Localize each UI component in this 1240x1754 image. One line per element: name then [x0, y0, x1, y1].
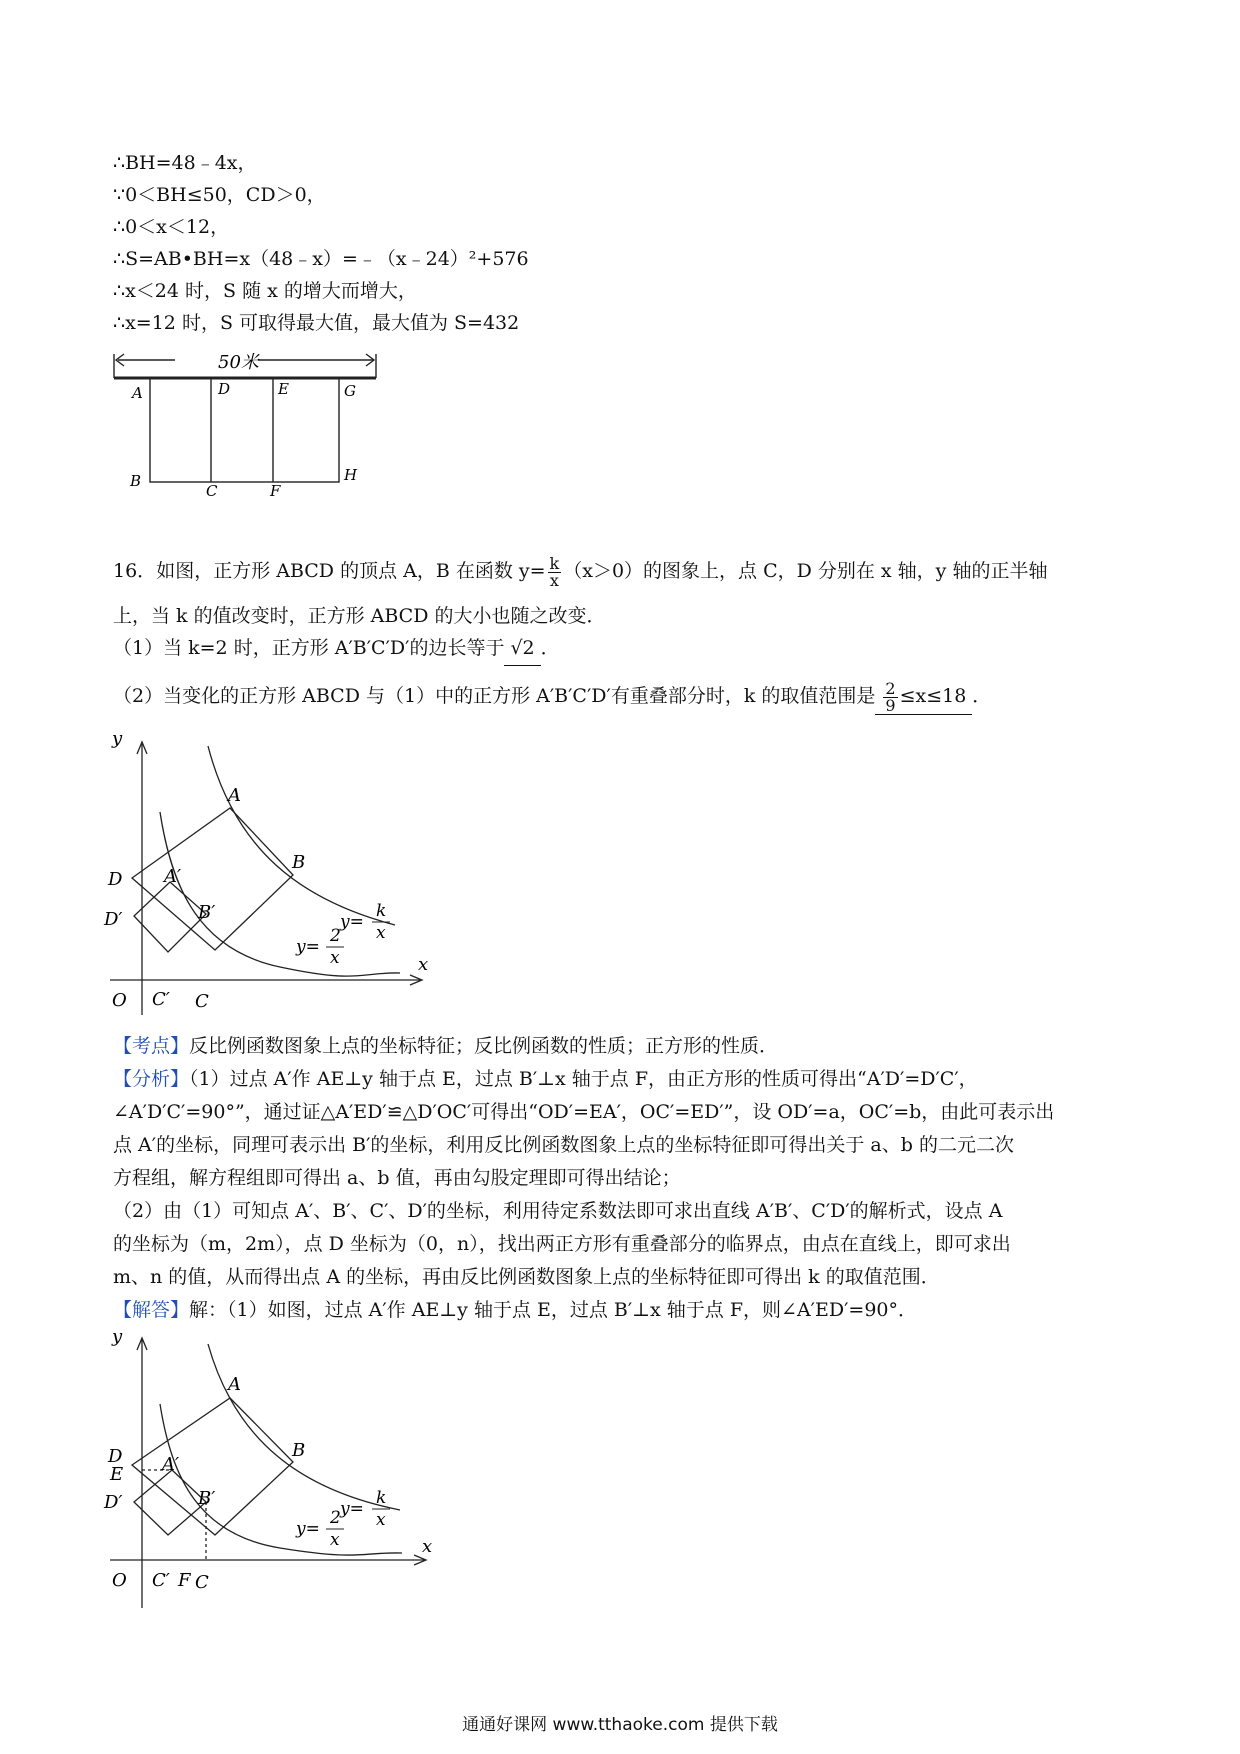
q16-part2 [113, 680, 1133, 715]
curve2-y: y= [296, 937, 320, 957]
q16-part2-text: （2）当变化的正方形 ABCD 与（1）中的正方形 A′B′C′D′有重叠部分时，k 的取值范围是 [113, 685, 876, 707]
jieda-tag: 【解答】 [113, 1299, 190, 1321]
label-D-prime: D′ [104, 909, 123, 930]
label-B-2: B [292, 1440, 306, 1461]
label-B-prime-2: B′ [198, 1488, 216, 1509]
frac-numerator: k [549, 553, 560, 573]
q16-part2-answer [875, 680, 972, 715]
fenxi-tag: 【分析】 [113, 1068, 190, 1090]
q16-stem-b: （x＞0）的图象上，点 C，D 分别在 x 轴，y 轴的正半轴 [563, 560, 1048, 582]
y-axis-label-2: y [112, 1330, 123, 1347]
q16-stem-c: 上，当 k 的值改变时，正方形 ABCD 的大小也随之改变． [113, 605, 606, 627]
x-axis-label: x [418, 954, 429, 975]
curve2-den-2: x [330, 1530, 340, 1550]
label-D: D [108, 869, 123, 890]
curve2-num-2: 2 [330, 1508, 341, 1528]
label-C-prime-2: C′ [152, 1570, 170, 1591]
point-B: B [130, 472, 142, 490]
x-axis-label-2: x [422, 1536, 433, 1557]
point-D: D [218, 380, 231, 398]
q16-stem [113, 555, 1133, 589]
fenxi-line-5: （2）由（1）可知点 A′、B′、C′、D′的坐标，利用待定系数法即可求出直线 A′B′、C′D′的解析式，设点 A [113, 1200, 1003, 1222]
fenxi-line-1 [113, 1063, 1133, 1096]
point-E: E [278, 380, 289, 398]
origin-label: O [112, 990, 127, 1011]
kaodian [113, 1030, 1133, 1063]
point-H: H [344, 466, 358, 484]
solution-line-5: ∴x＜24 时，S 随 x 的增大而增大， [113, 280, 417, 302]
label-C-prime: C′ [152, 989, 170, 1010]
label-D-prime-2: D′ [104, 1492, 123, 1513]
curve1-den-2: x [376, 1510, 386, 1530]
curve1-y: y= [340, 912, 364, 932]
label-B: B [292, 852, 306, 873]
q16-part2-end: ． [972, 685, 992, 707]
q16-part1-text: （1）当 k=2 时，正方形 A′B′C′D′的边长等于 [113, 637, 505, 659]
label-A-2: A [228, 1374, 241, 1395]
square-graph [100, 730, 440, 1020]
fenxi-line-3: 点 A′的坐标，同理可表示出 B′的坐标，利用反比例函数图象上点的坐标特征即可得出关于 a、b 的二元二次 [113, 1134, 1014, 1156]
kaodian-tag: 【考点】 [113, 1035, 190, 1057]
width-label: 50米 [218, 352, 259, 373]
point-C: C [206, 482, 218, 498]
q16-part1-end: ． [540, 637, 560, 659]
label-D-2: D [108, 1446, 123, 1467]
q16-stem-a: 如图，正方形 ABCD 的顶点 A，B 在函数 y= [156, 560, 546, 582]
y-axis-label: y [112, 730, 123, 749]
label-B-prime: B′ [198, 902, 216, 923]
point-A: A [132, 384, 143, 402]
q16-number: 16． [113, 560, 157, 582]
frac-denominator: x [549, 570, 559, 590]
label-A-prime-2: A′ [162, 1454, 180, 1475]
page-footer: 通通好课网 www.tthaoke.com 提供下载 [462, 1715, 778, 1735]
fenxi-line-4: 方程组，解方程组即可得出 a、b 值，再由勾股定理即可得出结论； [113, 1167, 681, 1189]
point-G: G [344, 382, 356, 400]
curve2-num: 2 [330, 926, 341, 946]
curve2-den: x [330, 948, 340, 968]
curve1-num-2: k [376, 1488, 387, 1508]
solution-line-6: ∴x=12 时，S 可取得最大值，最大值为 S=432 [113, 312, 520, 334]
answer-frac-den: 9 [885, 695, 896, 715]
fence-diagram [110, 348, 380, 498]
fenxi-text-1: （1）过点 A′作 AE⊥y 轴于点 E，过点 B′⊥x 轴于点 F，由正方形的性质可得出“A′D′=D′C′， [189, 1068, 978, 1090]
label-E: E [110, 1464, 124, 1485]
curve2-y-2: y= [296, 1519, 320, 1539]
answer-frac-num: 2 [885, 678, 896, 698]
solution-line-1: ∴BH=48﹣4x， [113, 152, 257, 174]
q16-fraction [548, 553, 562, 590]
point-F: F [270, 482, 281, 498]
fenxi-line-6: 的坐标为（m，2m），点 D 坐标为（0，n），找出两正方形有重叠部分的临界点，由点在直线上，即可求出 [113, 1233, 1011, 1255]
q16-part1-answer: √2 [504, 632, 540, 666]
curve1-y-2: y= [340, 1499, 364, 1519]
jieda [113, 1294, 1133, 1327]
answer-range: ≤x≤18 [899, 685, 967, 707]
label-C: C [195, 991, 209, 1012]
origin-label-2: O [112, 1570, 127, 1591]
label-F: F [178, 1570, 191, 1591]
solution-line-3: ∴0＜x＜12， [113, 216, 230, 238]
solution-line-4: ∴S=AB•BH=x（48﹣x）=﹣（x﹣24）²+576 [113, 248, 529, 270]
square-graph-detail [100, 1330, 440, 1610]
label-A-prime: A′ [164, 866, 182, 887]
curve1-num: k [376, 901, 387, 921]
label-A: A [228, 785, 241, 806]
jieda-text: 解：（1）如图，过点 A′作 AE⊥y 轴于点 E，过点 B′⊥x 轴于点 F，则∠A′ED′=90°． [189, 1299, 917, 1321]
fenxi-line-2: ∠A′D′C′=90°”，通过证△A′ED′≌△D′OC′可得出“OD′=EA′，OC′=ED′”，设 OD′=a，OC′=b，由此可表示出 [113, 1101, 1055, 1123]
fenxi-line-7: m、n 的值，从而得出点 A 的坐标，再由反比例函数图象上点的坐标特征即可得出 k 的取值范围． [113, 1266, 940, 1288]
kaodian-text: 反比例函数图象上点的坐标特征；反比例函数的性质；正方形的性质． [189, 1035, 779, 1057]
curve1-den: x [376, 923, 386, 943]
label-C-2: C [195, 1572, 209, 1593]
q16-part1 [113, 632, 1133, 666]
solution-line-2: ∵0＜BH≤50，CD＞0， [113, 184, 326, 206]
